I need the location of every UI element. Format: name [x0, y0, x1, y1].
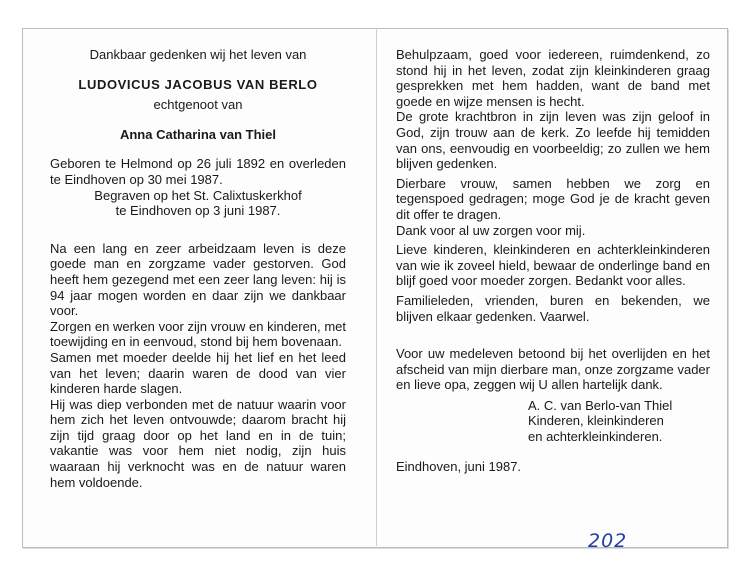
signature-block: [396, 398, 710, 445]
burial-line-1: Begraven op het St. Calixtuskerkhof: [94, 187, 302, 203]
place-date: Eindhoven, juni 1987.: [396, 458, 522, 474]
signature-line: Kinderen, kleinkinderen: [528, 413, 664, 429]
tribute-paragraph: Samen met moeder deelde hij het lief en het leed van het leven; daarin waren de dood van vier kinderen harde slagen.: [50, 349, 346, 397]
signature-line: A. C. van Berlo-van Thiel: [528, 397, 673, 413]
handwritten-number: 202: [588, 530, 628, 552]
thanks-paragraph: Voor uw medeleven betoond bij het overlijden en het afscheid van mijn dierbare man, onze zorgzame vader en lieve opa, zeggen wij U allen hartelijk dank.: [396, 346, 710, 393]
spouse-name: Anna Catharina van Thiel: [119, 126, 277, 142]
spouse-intro: echtgenoot van: [153, 97, 243, 113]
burial-line-2: te Eindhoven op 3 juni 1987.: [115, 203, 281, 219]
right-column: [396, 47, 710, 474]
card-fold-line: [376, 28, 377, 546]
farewell-paragraph: Dierbare vrouw, samen hebben we zorg en tegenspoed gedragen; moge God je de kracht geven dit offer te dragen.: [396, 175, 710, 222]
signature-line: en achterkleinkinderen.: [528, 429, 663, 445]
left-column: [50, 47, 346, 490]
tribute-paragraph: Behulpzaam, goed voor iedereen, ruimdenkend, zo stond hij in het leven, zodat zijn kleinkinderen graag gesprekken met hem hadden, want de band met goede en wijze mensen is hecht.: [396, 47, 710, 109]
deceased-name: LUDOVICUS JACOBUS VAN BERLO: [78, 76, 318, 92]
intro-line: Dankbaar gedenken wij het leven van: [89, 47, 307, 62]
birth-death-text: Geboren te Helmond op 26 juli 1892 en overleden te Eindhoven op 30 mei 1987.: [50, 156, 346, 187]
farewell-paragraph: Lieve kinderen, kleinkinderen en achterkleinkinderen van wie ik zoveel hield, bewaar de onderlinge band en blijf goed voor moeder zorgen. Bedankt voor alles.: [396, 242, 710, 289]
tribute-paragraph: Na een lang en zeer arbeidzaam leven is deze goede man en zorgzame vader gestorven. God heeft hem gezegend met een zeer lang leven: hij is 94 jaar mogen worden en daar zijn we dankbaar voor.: [50, 240, 346, 319]
tribute-paragraph: Hij was diep verbonden met de natuur waarin voor hem zich het leven ontvouwde; daarom bracht hij zijn tijd graag door op het land en in de tuin; vakantie was voor hem niet nodig, zijn huis waaraan hij verknocht was en de natuur waren hem voldoende.: [50, 396, 346, 490]
tribute-paragraph: Zorgen en werken voor zijn vrouw en kinderen, met toewijding en in eenvoud, stond bij hem bovenaan.: [50, 318, 346, 350]
farewell-paragraph: Familieleden, vrienden, buren en bekenden, we blijven elkaar gedenken. Vaarwel.: [396, 292, 710, 324]
farewell-paragraph: Dank voor al uw zorgen voor mij.: [396, 222, 586, 238]
tribute-paragraph: De grote krachtbron in zijn leven was zijn geloof in God, zijn trouw aan de kerk. Zo leefde hij temidden van ons, eenvoudig en voorbeeldig; zo zullen we hem blijven gedenken.: [396, 109, 710, 172]
